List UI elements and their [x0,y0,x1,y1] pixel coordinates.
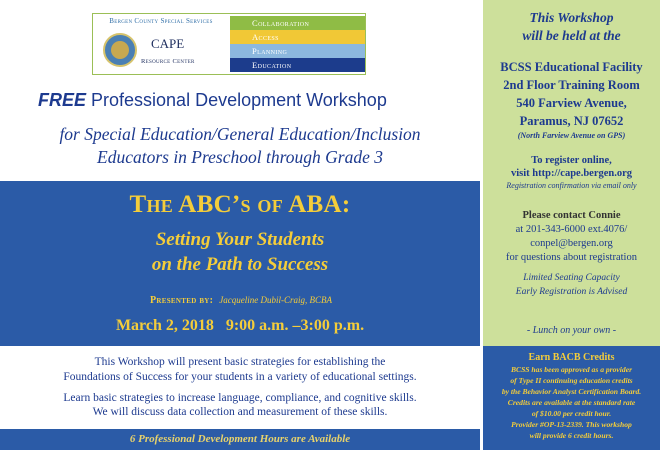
description-line-3: Learn basic strategies to increase language, compliance, and cognitive skills. [63,392,417,404]
logo-bar-education: Education [230,58,365,72]
location-heading-1: This Workshop [529,10,614,25]
venue-name: BCSS Educational Facility [500,60,643,74]
lunch-note: - Lunch on your own - [526,325,617,336]
bacb-heading: Earn BACB Credits [528,352,615,363]
seating-note-1: Limited Seating Capacity [523,273,620,283]
bacb-line: will provide 6 credit hours. [529,431,614,440]
description-line-1: This Workshop will present basic strategies for establishing the [94,356,386,368]
seating-note-2: Early Registration is Advised [515,287,628,297]
contact-purpose: for questions about registration [506,252,637,263]
bacb-line: BCSS has been approved as a provider [510,365,633,374]
register-note: Registration confirmation via email only [506,181,637,190]
pd-hours-note: 6 Professional Development Hours are Available [129,433,351,445]
register-link[interactable]: visit http://cape.bergen.org [510,168,633,179]
bacb-line: Provider #OP-13-2339. This workshop [511,420,632,429]
presenter-line [150,290,332,308]
bacb-line: by the Behavior Analyst Certification Board. [501,387,642,396]
county-seal-icon [103,33,137,67]
contact-heading: Please contact Connie [522,210,621,221]
venue-city: Paramus, NJ 07652 [519,114,624,128]
bacb-line: of Type II continuing education credits [510,376,633,385]
logo-resource-text: Resource Center [141,58,195,65]
event-title: The ABC’s of ABA: [129,191,351,218]
cape-logo [92,13,366,75]
presenter-name: Jacqueline Dubil-Craig, BCBA [219,295,333,305]
logo-org-name: Bergen County Special Services [109,17,213,25]
event-subtitle-1: Setting Your Students [155,229,325,250]
contact-email[interactable]: conpel@bergen.org [530,238,613,249]
logo-cape-text: CAPE [151,36,185,51]
bacb-line: Credits are available at the standard rate [507,398,636,407]
venue-street: 540 Farview Avenue, [516,96,627,110]
logo-left-panel [93,14,229,74]
contact-phone: at 201-343-6000 ext.4076/ [515,224,628,235]
presented-by-label: Presented by: [150,295,214,306]
audience-line-1: for Special Education/General Education/Inclusion [59,124,421,144]
seal-center [111,41,129,59]
workshop-label: Professional Development Workshop [86,90,387,110]
logo-bar-collaboration: Collaboration [230,16,365,30]
event-subtitle-2: on the Path to Success [151,254,329,275]
logo-bar-access: Access [230,30,365,44]
description-line-2: Foundations of Success for your students in a variety of educational settings. [63,371,417,383]
audience-line-2: Educators in Preschool through Grade 3 [97,147,383,167]
logo-bar-planning: Planning [230,44,365,58]
gps-note: (North Farview Avenue on GPS) [517,131,626,140]
register-line-1: To register online, [531,155,612,166]
location-heading-2: will be held at the [522,28,621,43]
description-line-4: We will discuss data collection and measurement of these skills. [92,406,388,418]
workshop-heading [38,90,458,111]
free-label: FREE [38,90,87,110]
event-date: March 2, 2018 9:00 a.m. –3:00 p.m. [115,317,365,334]
bacb-line: of $10.00 per credit hour. [531,409,612,418]
venue-room: 2nd Floor Training Room [503,78,640,92]
